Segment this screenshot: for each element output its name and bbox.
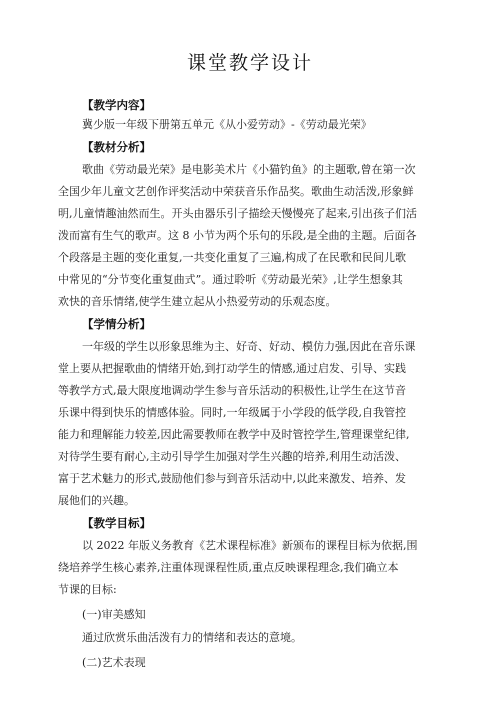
teaching-goals-line: 以 2022 年版义务教育《艺术课程标准》新颁布的课程目标为依据,围	[82, 539, 418, 552]
teaching-goals-line: 节课的目标:	[58, 583, 117, 596]
textbook-analysis-line: 全国少年儿童文艺创作评奖活动中荣获音乐作品奖。歌曲生动活泼,形象鲜	[58, 185, 414, 198]
student-analysis-line: 堂上要从把握歌曲的情绪开始,到打动学生的情感,通过启发、引导、实践	[58, 362, 406, 375]
heading-teaching-content: 【教学内容】	[82, 98, 151, 112]
student-analysis-line: 等教学方式,最大限度地调动学生参与音乐活动的积极性,让学生在这节音	[58, 384, 406, 397]
textbook-analysis-line: 欢快的音乐情绪,使学生建立起从小热爱劳动的乐观态度。	[58, 295, 337, 308]
goal-aesthetic-text: 通过欣赏乐曲活泼有力的情绪和表达的意境。	[82, 631, 302, 644]
heading-textbook-analysis: 【教材分析】	[82, 140, 151, 154]
heading-teaching-goals: 【教学目标】	[82, 516, 151, 530]
textbook-analysis-line: 中常见的“分节变化重复曲式”。通过聆听《劳动最光荣》,让学生想象其	[58, 273, 403, 286]
student-analysis-line: 富于艺术魅力的形式,鼓励他们参与到音乐活动中,以此来激发、培养、发	[58, 472, 406, 485]
goal-artistic-heading: (二)艺术表现	[82, 656, 146, 669]
teaching-content-text: 冀少版一年级下册第五单元《从小爱劳动》-《劳动最光荣》	[82, 118, 372, 131]
teaching-goals-line: 绕培养学生核心素养,注重体现课程性质,重点反映课程理念,我们确立本	[58, 561, 399, 574]
textbook-analysis-line: 个段落是主题的变化重复,一共变化重复了三遍,构成了在民歌和民间儿歌	[58, 251, 406, 264]
student-analysis-line: 一年级的学生以形象思维为主、好奇、好动、模仿力强,因此在音乐课	[82, 340, 416, 353]
student-analysis-line: 乐课中得到快乐的情感体验。同时,一年级属于小学段的低学段,自我管控	[58, 406, 406, 419]
document-title: 课堂教学设计	[186, 52, 313, 74]
textbook-analysis-line: 泼而富有生气的歌声。这 8 小节为两个乐句的乐段,是全曲的主题。后面各	[58, 229, 417, 242]
textbook-analysis-line: 歌曲《劳动最光荣》是电影美术片《小猫钓鱼》的主题歌,曾在第一次	[82, 163, 416, 176]
student-analysis-line: 展他们的兴趣。	[58, 494, 135, 507]
student-analysis-line: 对待学生要有耐心,主动引导学生加强对学生兴趣的培养,利用生动活泼、	[58, 450, 406, 463]
student-analysis-line: 能力和理解能力较差,因此需要教师在教学中及时管控学生,管理课堂纪律,	[58, 428, 410, 441]
heading-student-analysis: 【学情分析】	[82, 317, 151, 331]
textbook-analysis-line: 明,儿童情趣油然而生。开头由器乐引子描绘天慢慢亮了起来,引出孩子们活	[58, 207, 417, 220]
goal-aesthetic-heading: (一)审美感知	[82, 608, 146, 621]
